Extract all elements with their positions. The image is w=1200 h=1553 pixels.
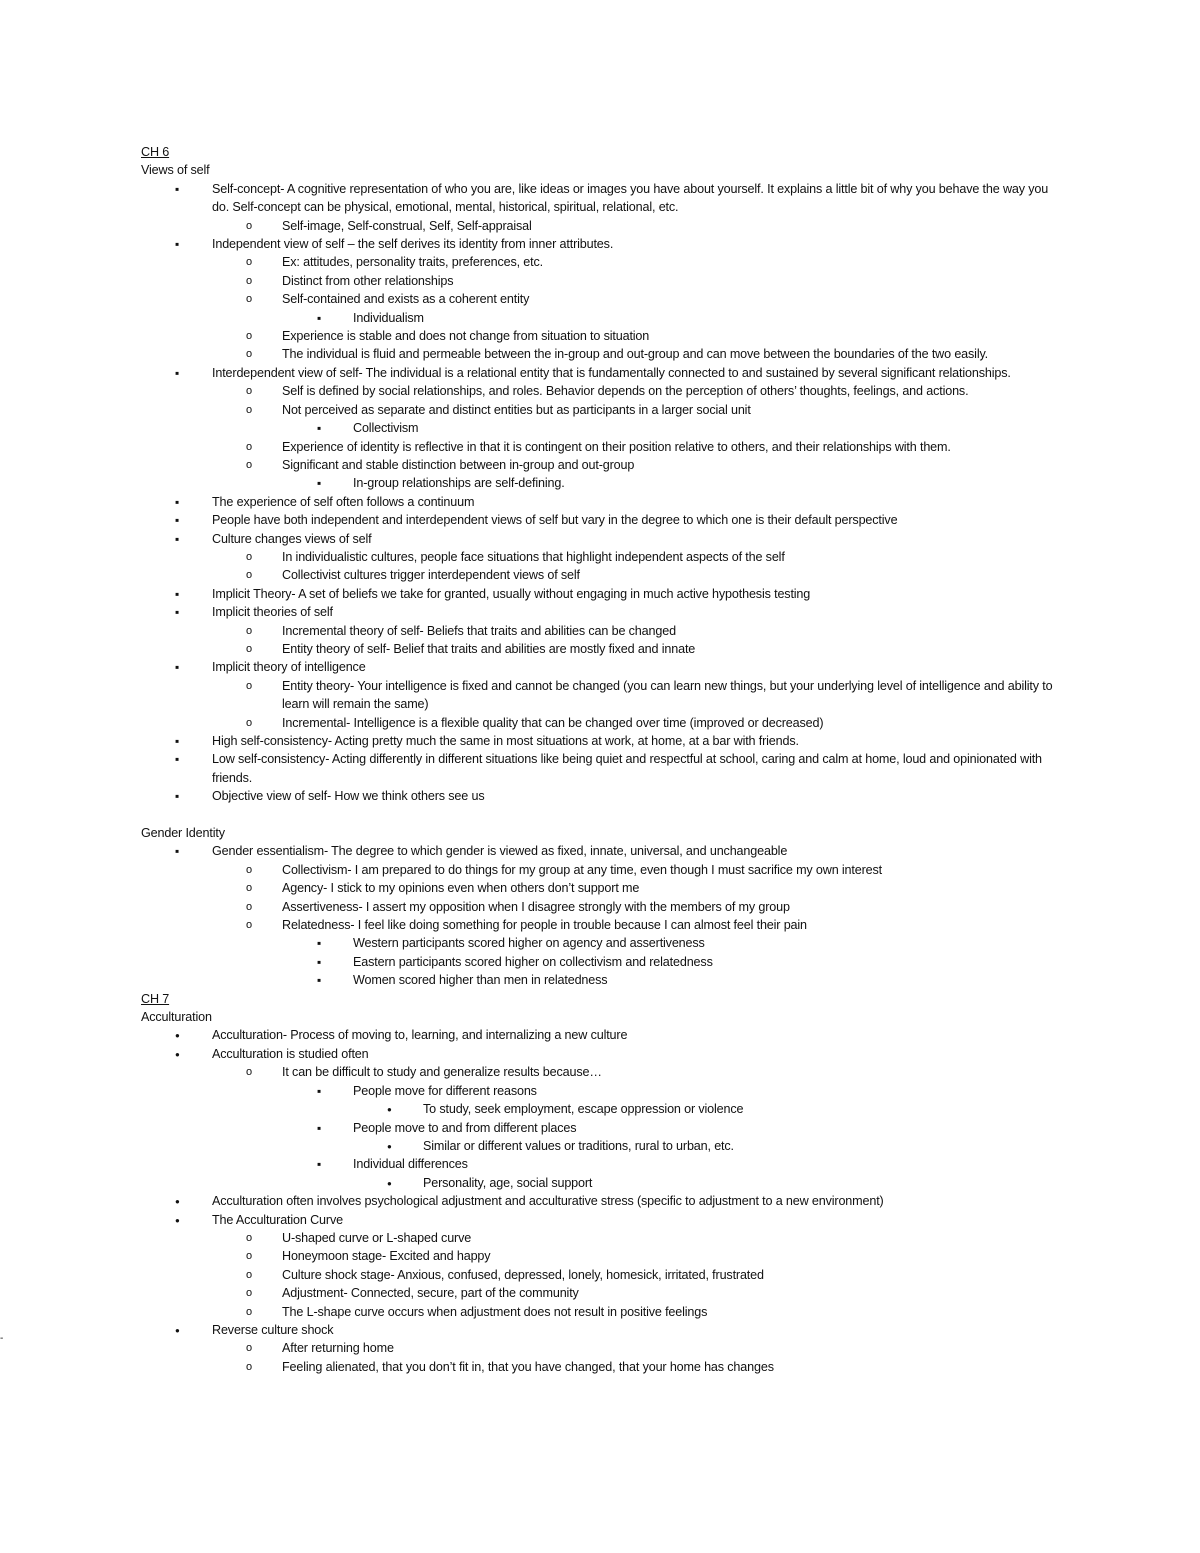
list-item: ▪ Gender essentialism- The degree to which gender is viewed as fixed, innate, universal, and unchangeable — [141, 842, 1066, 860]
square-bullet-icon — [175, 842, 179, 861]
list-item: o Relatedness- I feel like doing something for people in trouble because I can almost feel their pain — [141, 916, 1066, 934]
square-bullet-icon — [317, 474, 321, 493]
list-item: ▪ Women scored higher than men in relatedness — [141, 971, 1066, 989]
list-item: ▪ Interdependent view of self- The individual is a relational entity that is fundamentally connected to and sustained by several significant relationships. — [141, 364, 1066, 382]
list-item: o Assertiveness- I assert my opposition when I disagree strongly with the members of my group — [141, 898, 1066, 916]
notes-content — [141, 143, 1066, 1376]
list-item: o Distinct from other relationships — [141, 272, 1066, 290]
circle-bullet-icon — [246, 1339, 252, 1357]
square-bullet-icon — [317, 1155, 321, 1174]
list-item: o Feeling alienated, that you don’t fit in, that you have changed, that your home has changes — [141, 1358, 1066, 1376]
circle-bullet-icon — [246, 217, 252, 235]
circle-bullet-icon — [246, 566, 252, 584]
chapter-7-title: CH 7 — [141, 991, 170, 1006]
round-bullet-icon — [175, 1321, 180, 1340]
list-item: ● Acculturation often involves psychological adjustment and acculturative stress (specific to adjustment to a new environment) — [141, 1192, 1066, 1210]
square-bullet-icon — [175, 750, 179, 769]
list-item: ▪ High self-consistency- Acting pretty much the same in most situations at work, at home, at a bar with friends. — [141, 732, 1066, 750]
views-of-self-heading: Views of self — [141, 163, 210, 178]
list-item: ● Acculturation- Process of moving to, learning, and internalizing a new culture — [141, 1026, 1066, 1044]
list-item: o Adjustment- Connected, secure, part of the community — [141, 1284, 1066, 1302]
circle-bullet-icon — [246, 401, 252, 419]
list-item: ● The Acculturation Curve — [141, 1211, 1066, 1229]
circle-bullet-icon — [246, 916, 252, 934]
round-bullet-icon — [387, 1174, 392, 1193]
list-item: ● Personality, age, social support — [141, 1174, 1066, 1192]
circle-bullet-icon — [246, 677, 252, 695]
square-bullet-icon — [317, 1119, 321, 1138]
square-bullet-icon — [175, 603, 179, 622]
list-item: o In individualistic cultures, people face situations that highlight independent aspects of the self — [141, 548, 1066, 566]
list-item: ● Reverse culture shock — [141, 1321, 1066, 1339]
square-bullet-icon — [175, 787, 179, 806]
round-bullet-icon — [175, 1211, 180, 1230]
list-item: ▪ Culture changes views of self — [141, 530, 1066, 548]
chapter-6-title: CH 6 — [141, 145, 170, 159]
round-bullet-icon — [387, 1137, 392, 1156]
circle-bullet-icon — [246, 861, 252, 879]
list-item: ▪ Self-concept- A cognitive representation of who you are, like ideas or images you have about yourself. It explains a little bit of why you behave the way you do. Self-concept can be physical, emotional, mental, historical, spiritual, relational, etc. — [141, 180, 1066, 217]
circle-bullet-icon — [246, 345, 252, 363]
circle-bullet-icon — [246, 327, 252, 345]
list-item: o Self is defined by social relationships, and roles. Behavior depends on the perception of others’ thoughts, feelings, and actions. — [141, 382, 1066, 400]
list-item: ▪ People move for different reasons — [141, 1082, 1066, 1100]
square-bullet-icon — [175, 732, 179, 751]
list-item: o Collectivist cultures trigger interdependent views of self — [141, 566, 1066, 584]
list-item: ▪ Independent view of self – the self derives its identity from inner attributes. — [141, 235, 1066, 253]
circle-bullet-icon — [246, 1247, 252, 1265]
list-item: ▪ The experience of self often follows a continuum — [141, 493, 1066, 511]
square-bullet-icon — [317, 309, 321, 328]
circle-bullet-icon — [246, 253, 252, 271]
list-item: o The individual is fluid and permeable between the in-group and out-group and can move between the boundaries of the two easily. — [141, 345, 1066, 363]
list-item: o The L-shape curve occurs when adjustment does not result in positive feelings — [141, 1303, 1066, 1321]
list-item: ▪ People have both independent and interdependent views of self but vary in the degree to which one is their default perspective — [141, 511, 1066, 529]
list-item: o Experience is stable and does not change from situation to situation — [141, 327, 1066, 345]
list-item: ▪ People move to and from different places — [141, 1119, 1066, 1137]
square-bullet-icon — [317, 953, 321, 972]
circle-bullet-icon — [246, 290, 252, 308]
list-item: o Entity theory of self- Belief that traits and abilities are mostly fixed and innate — [141, 640, 1066, 658]
list-item: o It can be difficult to study and generalize results because… — [141, 1063, 1066, 1081]
list-item: o Self-contained and exists as a coherent entity — [141, 290, 1066, 308]
square-bullet-icon — [317, 419, 321, 438]
list-item: ● Acculturation is studied often — [141, 1045, 1066, 1063]
list-item: ▪ Individual differences — [141, 1155, 1066, 1173]
square-bullet-icon — [175, 235, 179, 254]
list-item: o Agency- I stick to my opinions even when others don’t support me — [141, 879, 1066, 897]
stray-mark: - — [0, 1333, 4, 1344]
list-item: o Significant and stable distinction between in-group and out-group — [141, 456, 1066, 474]
list-item: o Collectivism- I am prepared to do things for my group at any time, even though I must sacrifice my own interest — [141, 861, 1066, 879]
list-item: ▪ Collectivism — [141, 419, 1066, 437]
list-item: o Ex: attitudes, personality traits, preferences, etc. — [141, 253, 1066, 271]
list-item: o Incremental theory of self- Beliefs that traits and abilities can be changed — [141, 622, 1066, 640]
list-item: ● To study, seek employment, escape oppression or violence — [141, 1100, 1066, 1118]
list-item: o Experience of identity is reflective in that it is contingent on their position relative to others, and their relationships with them. — [141, 438, 1066, 456]
list-item: o Not perceived as separate and distinct entities but as participants in a larger social unit — [141, 401, 1066, 419]
square-bullet-icon — [175, 364, 179, 383]
list-item: ▪ Low self-consistency- Acting differently in different situations like being quiet and respectful at school, caring and calm at home, loud and opinionated with friends. — [141, 750, 1066, 787]
list-item: ▪ Western participants scored higher on agency and assertiveness — [141, 934, 1066, 952]
circle-bullet-icon — [246, 272, 252, 290]
square-bullet-icon — [175, 530, 179, 549]
blank-line — [141, 806, 1066, 824]
round-bullet-icon — [387, 1100, 392, 1119]
round-bullet-icon — [175, 1026, 180, 1045]
circle-bullet-icon — [246, 1303, 252, 1321]
list-item: o After returning home — [141, 1339, 1066, 1357]
circle-bullet-icon — [246, 879, 252, 897]
circle-bullet-icon — [246, 382, 252, 400]
circle-bullet-icon — [246, 622, 252, 640]
list-item: o U-shaped curve or L-shaped curve — [141, 1229, 1066, 1247]
circle-bullet-icon — [246, 1284, 252, 1302]
square-bullet-icon — [175, 585, 179, 604]
square-bullet-icon — [175, 511, 179, 530]
list-item: o Honeymoon stage- Excited and happy — [141, 1247, 1066, 1265]
circle-bullet-icon — [246, 548, 252, 566]
list-item: o Incremental- Intelligence is a flexible quality that can be changed over time (improved or decreased) — [141, 714, 1066, 732]
list-item: ▪ In-group relationships are self-defining. — [141, 474, 1066, 492]
list-item: ▪ Eastern participants scored higher on collectivism and relatedness — [141, 953, 1066, 971]
circle-bullet-icon — [246, 1266, 252, 1284]
square-bullet-icon — [317, 934, 321, 953]
list-item: ▪ Individualism — [141, 309, 1066, 327]
acculturation-heading: Acculturation — [141, 1010, 212, 1025]
round-bullet-icon — [175, 1192, 180, 1211]
square-bullet-icon — [317, 971, 321, 990]
circle-bullet-icon — [246, 456, 252, 474]
round-bullet-icon — [175, 1045, 180, 1064]
circle-bullet-icon — [246, 438, 252, 456]
list-item: o Culture shock stage- Anxious, confused, depressed, lonely, homesick, irritated, frustrated — [141, 1266, 1066, 1284]
list-item: ▪ Implicit theories of self — [141, 603, 1066, 621]
list-item: ▪ Implicit Theory- A set of beliefs we take for granted, usually without engaging in much active hypothesis testing — [141, 585, 1066, 603]
circle-bullet-icon — [246, 640, 252, 658]
circle-bullet-icon — [246, 1229, 252, 1247]
square-bullet-icon — [175, 658, 179, 677]
list-item: ▪ Implicit theory of intelligence — [141, 658, 1066, 676]
list-item: ● Similar or different values or traditions, rural to urban, etc. — [141, 1137, 1066, 1155]
gender-identity-heading: Gender Identity — [141, 826, 225, 841]
circle-bullet-icon — [246, 1063, 252, 1081]
square-bullet-icon — [175, 493, 179, 512]
list-item: o Self-image, Self-construal, Self, Self-appraisal — [141, 217, 1066, 235]
circle-bullet-icon — [246, 714, 252, 732]
list-item: o Entity theory- Your intelligence is fixed and cannot be changed (you can learn new things, but your underlying level of intelligence and ability to learn will remain the same) — [141, 677, 1066, 714]
square-bullet-icon — [317, 1082, 321, 1101]
circle-bullet-icon — [246, 898, 252, 916]
circle-bullet-icon — [246, 1358, 252, 1376]
list-item: ▪ Objective view of self- How we think others see us — [141, 787, 1066, 805]
square-bullet-icon — [175, 180, 179, 199]
